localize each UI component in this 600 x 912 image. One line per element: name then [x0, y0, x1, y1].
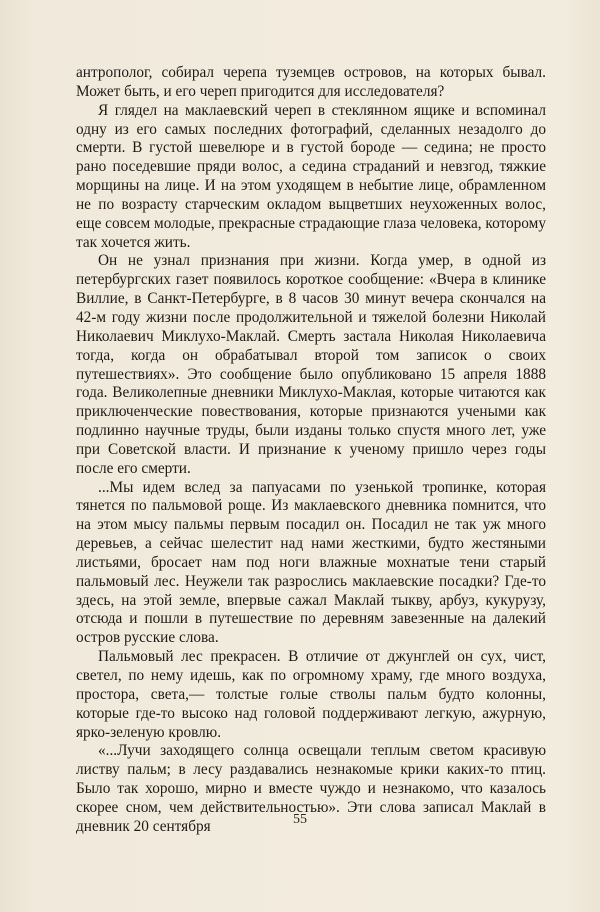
paragraph-2: Я глядел на маклаевский череп в стеклянном ящике и вспоминал одну из его самых последних фотографий, сделанных незадолго до смерти. В густой шевелюре и в густой бороде — седина; не просто рано поседевшие пряди волос, а седина страданий и невзгод, тяжкие морщины на лице. И на этом уходящем в небытие лице, обрамленном не по возрасту старческим окладом выцветших неухоженных волос, еще совсем молодые, прекрасные страдающие глаза человека, которому так хочется жить.: [76, 101, 546, 251]
paragraph-6: «...Лучи заходящего солнца освещали теплым светом красивую листву пальм; в лесу раздавались незнакомые крики каких-то птиц. Было так хорошо, мирно и вместе чуждо и незнакомо, что казалось скорее сном, чем действительностью». Эти слова записал Маклай в дневник 20 сентября: [76, 742, 546, 835]
paragraph-1: антрополог, собирал черепа туземцев островов, на которых бывал. Может быть, и его череп пригодится для исследователя?: [76, 64, 546, 100]
page-number: 55: [293, 812, 307, 827]
paragraph-4: ...Мы идем вслед за папуасами по узенькой тропинке, которая тянется по пальмовой роще. Из маклаевского дневника помнится, что на этом мысу пальмы первым посадил он. Посадил не так уж много деревьев, а сейчас шелестит над нами жесткими, будто жестяными листьями, бросает нам под ноги влажные мохнатые тени старый пальмовый лес. Неужели так разрослись маклаевские посадки? Где-то здесь, на этой земле, впервые сажал Маклай тыкву, арбуз, кукурузу, отсюда и пошли в путешествие по деревням завезенные на далекий остров русские слова.: [76, 478, 546, 647]
paragraph-5: Пальмовый лес прекрасен. В отличие от джунглей он сух, чист, светел, по нему идешь, как по огромному храму, где много воздуха, простора, света,— толстые голые стволы пальм будто колонны, которые где-то высоко над головой поддерживают легкую, ажурную, ярко-зеленую кровлю.: [76, 648, 546, 741]
paragraph-3: Он не узнал признания при жизни. Когда умер, в одной из петербургских газет появилось короткое сообщение: «Вчера в клинике Виллие, в Санкт-Петербурге, в 8 часов 30 минут вечера скончался на 42-м году жизни после продолжительной и тяжелой болезни Николай Николаевич Миклухо-Маклай. Смерть застала Николая Николаевича тогда, когда он обрабатывал второй том записок о своих путешествиях». Это сообщение было опубликовано 15 апреля 1888 года. Великолепные дневники Миклухо-Маклая, которые читаются как приключенческие повествования, которые признаются учеными как подлинно научные труды, были изданы только спустя много лет, уже при Советской власти. И признание к ученому пришло через годы после его смерти.: [76, 252, 546, 477]
body-text: [76, 64, 546, 837]
